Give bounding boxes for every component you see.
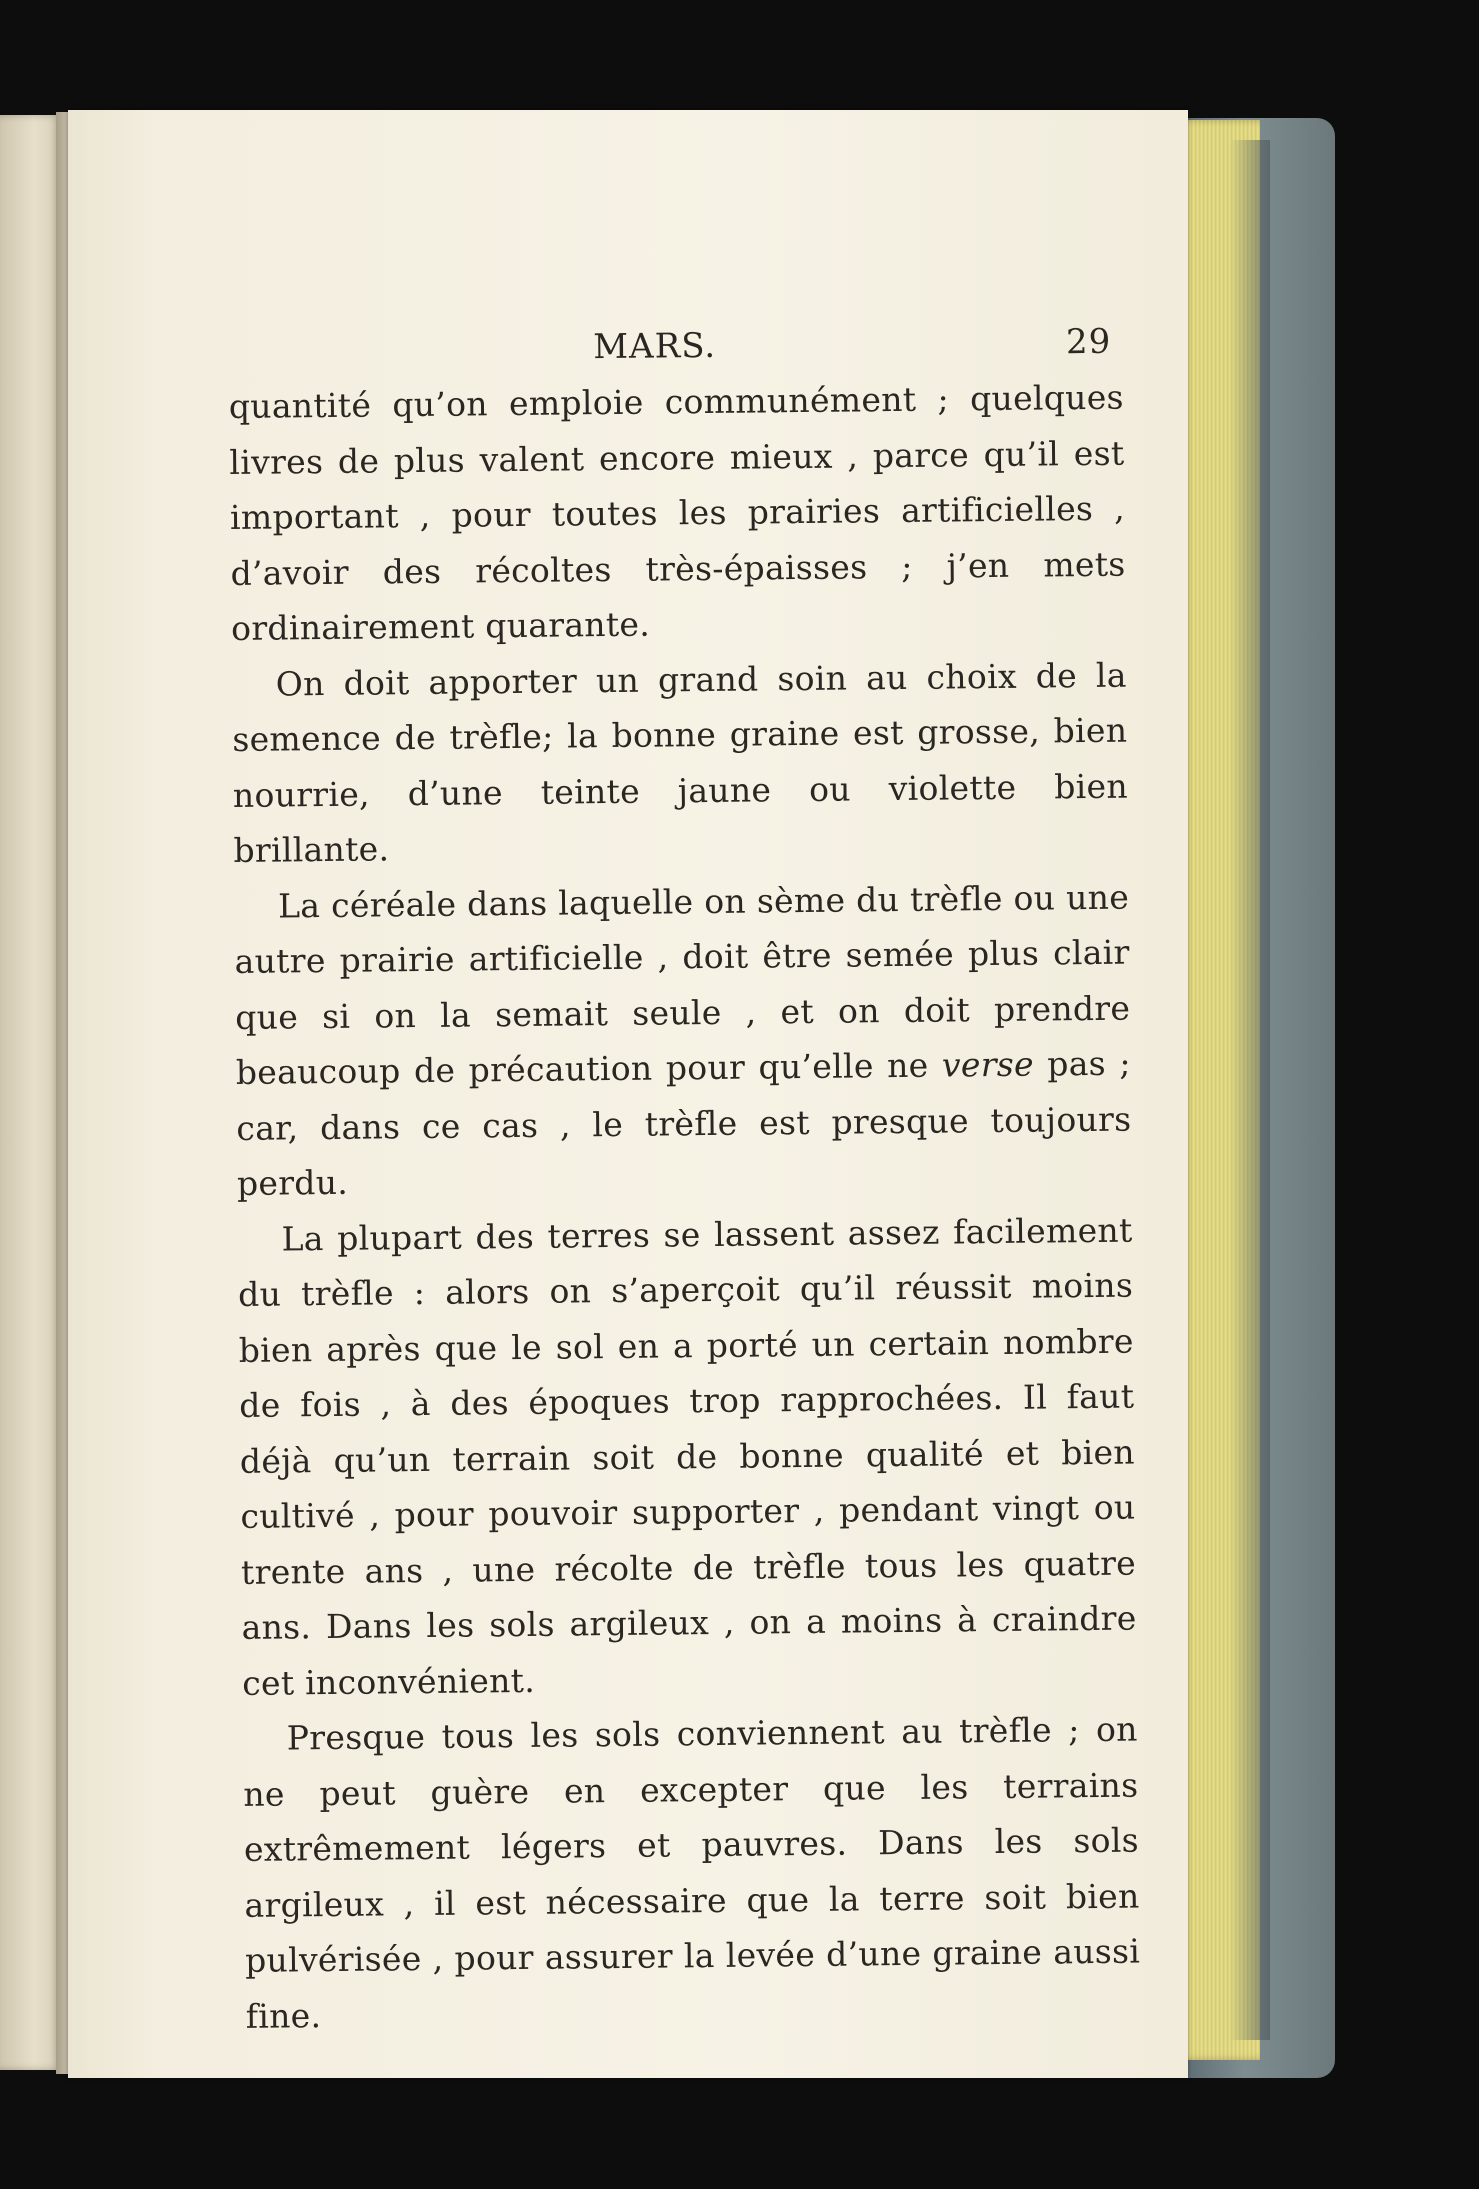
italic-word: verse: [941, 1044, 1035, 1085]
page-edges-shadow: [1230, 140, 1270, 2040]
book-page: [68, 110, 1188, 2078]
paragraph: Presque tous les sols conviennent au trèfle ; on ne peut guère en excepter que les terrains extrêmement légers et pauvres. Dans les sols argileux , il est nécessaire que la terre soit bien pulvérisée , pour assurer la levée d’une graine aussi fine.: [243, 1709, 1141, 2036]
paragraph-text: pas ; car, dans ce cas , le trèfle est presque toujours perdu.: [236, 1043, 1132, 1203]
running-title: MARS.: [593, 325, 717, 368]
left-page-edge: [0, 115, 62, 2070]
paragraph: quantité qu’on emploie communément ; quelques livres de plus valent encore mieux , parce qu’il est important , pour toutes les prairies artificielles , d’avoir des récoltes très-épaisses ; j’en mets ordinairement quarante.: [228, 377, 1126, 648]
paragraph-text: La céréale dans laquelle on sème du trèfle ou une autre prairie artificielle , doit être semée plus clair que si on la semait seule , et on doit prendre beaucoup de précaution pour qu’elle ne: [234, 877, 1131, 1092]
paragraph: On doit apporter un grand soin au choix de la semence de trèfle; la bonne graine est grosse, bien nourrie, d’une teinte jaune ou violette bien brillante.: [232, 655, 1129, 870]
paragraph: La plupart des terres se lassent assez facilement du trèfle : alors on s’aperçoit qu’il réussit moins bien après que le sol en a porté un certain nombre de fois , à des époques trop rapprochées. Il faut déjà qu’un terrain soit de bonne qualité et bien cultivé , pour pouvoir supporter , pendant vingt ou trente ans , une récolte de trèfle tous les quatre ans. Dans les sols argileux , on a moins à craindre cet inconvénient.: [237, 1210, 1137, 1703]
running-head: [228, 316, 1123, 377]
page-text: [228, 316, 1141, 2044]
page-number: 29: [1065, 321, 1112, 363]
paragraph: [234, 869, 1132, 1211]
